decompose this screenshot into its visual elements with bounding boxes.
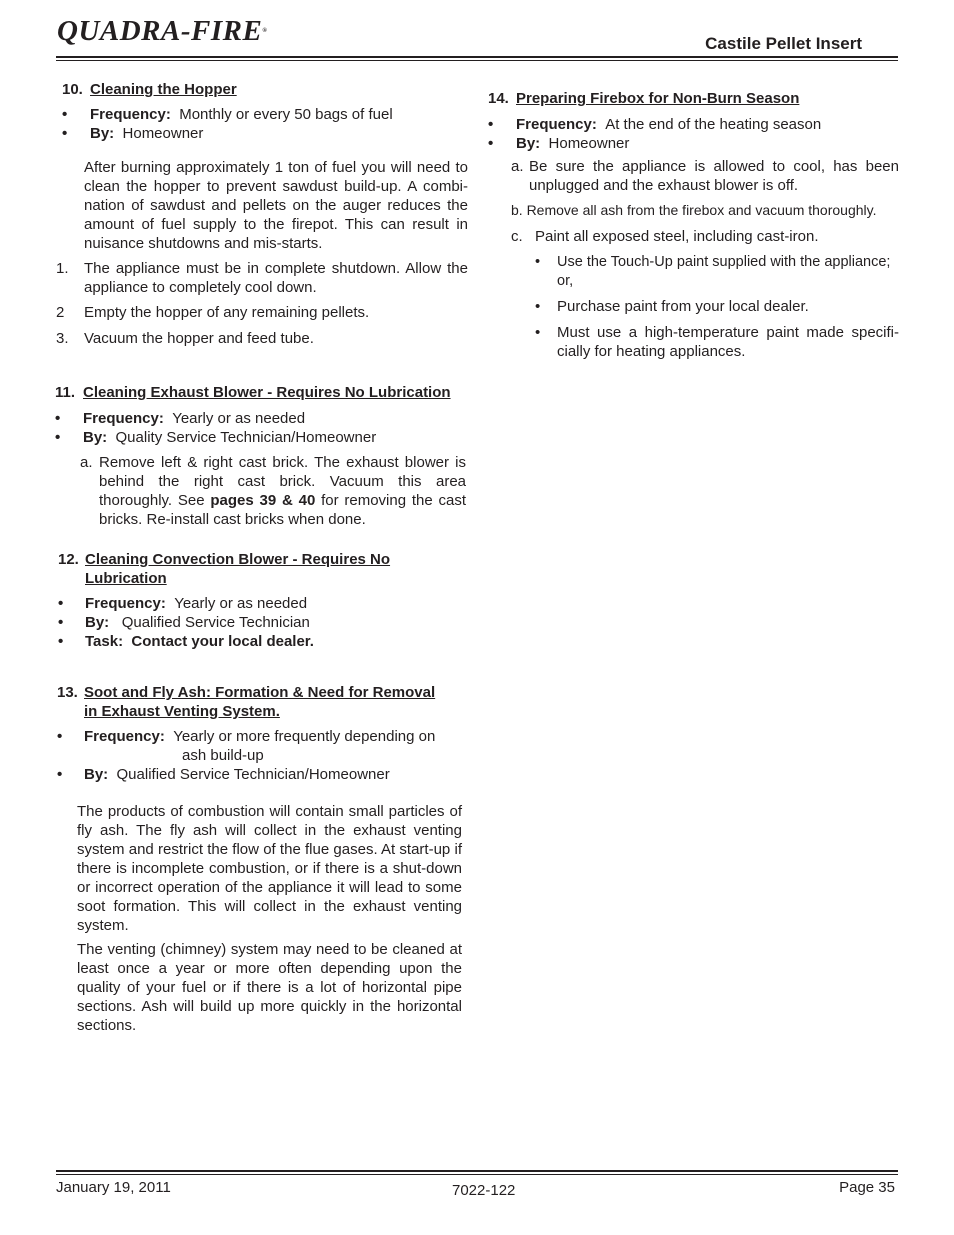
frequency-label: Frequency: [83, 410, 164, 427]
hopper-intro-paragraph: After burning approximately 1 ton of fuel you will need to clean the hopper to prevent sawdust build-up. A combi-nation of sawdust and pellets on the auger reduces the amount of fuel supply to the firepot. This can result in nuisance shutdowns and mis-starts. [84, 159, 468, 252]
by-label: By: [516, 135, 541, 152]
frequency-label: Frequency: [90, 106, 171, 123]
frequency-value: Yearly or as needed [172, 410, 306, 427]
page-reference: pages 39 & 40 [210, 492, 316, 509]
logo-text: QUADRA-FIRE [57, 15, 263, 47]
by-bullet: • By: Homeowner [62, 125, 204, 142]
section-title-line1: Soot and Fly Ash: Formation & Need for Removal [84, 684, 436, 701]
hopper-step-2 [56, 303, 468, 322]
step-number: 1. [56, 260, 69, 277]
section-number: 11. [55, 384, 76, 401]
by-label: By: [90, 125, 115, 142]
section-11-heading [55, 383, 475, 402]
section-number: 10. [62, 81, 83, 98]
footer-rule [56, 1170, 898, 1172]
frequency-value: Yearly or more frequently depending on [173, 728, 436, 745]
by-label: By: [84, 766, 109, 783]
by-label: By: [85, 614, 110, 631]
quadra-fire-logo [57, 15, 268, 47]
paint-option-3: • Must use a high-temperature paint made specifi-cially for heating appliances. [535, 324, 899, 360]
section-title: Cleaning Exhaust Blower - Requires No Lubrication [83, 384, 451, 401]
frequency-value-continued: ash build-up [182, 747, 264, 764]
section-number: 13. [57, 684, 78, 701]
step-text: Vacuum the hopper and feed tube. [84, 330, 314, 347]
task-bullet: • Task: Contact your local dealer. [58, 633, 314, 650]
section-14-heading [488, 89, 888, 108]
footer-doc-number: 7022-122 [452, 1182, 516, 1199]
section-number: 12. [58, 551, 79, 568]
by-bullet: • By: Quality Service Technician/Homeowner [55, 429, 377, 446]
by-value: Quality Service Technician/Homeowner [115, 429, 377, 446]
by-value: Qualified Service Technician/Homeowner [116, 766, 390, 783]
paint-option-2: • Purchase paint from your local dealer. [535, 298, 809, 315]
paint-option-text: Must use a high-temperature paint made specifi-cially for heating appliances. [557, 324, 899, 360]
section-10-heading [62, 80, 462, 99]
section-title: Preparing Firebox for Non-Burn Season [516, 90, 800, 107]
step-letter: c. [511, 228, 523, 245]
frequency-label: Frequency: [516, 116, 597, 133]
by-bullet: • By: Homeowner [488, 135, 630, 152]
step-text: Paint all exposed steel, including cast-iron. [535, 228, 819, 245]
frequency-bullet: • Frequency: Yearly or more frequently depending on [57, 728, 436, 745]
fly-ash-paragraph: The products of combustion will contain small particles of fly ash. The fly ash will collect in the exhaust venting system and restrict the flow of the flue gases. At start-up if there is incomplete combustion, or if there is a shut-down or incorrect operation of the appliance it will lead to some soot formation. This will collect in the exhaust venting system. [77, 803, 462, 934]
section-13-heading [57, 683, 467, 721]
firebox-step-c [511, 227, 899, 246]
step-number: 2 [56, 304, 65, 321]
firebox-step-a [511, 157, 899, 195]
by-label: By: [83, 429, 108, 446]
exhaust-blower-step-a [80, 453, 466, 529]
firebox-step-b: b. Remove all ash from the firebox and vacuum thoroughly. [511, 202, 877, 218]
step-text-cont: for removing the cast bricks. Re-install cast bricks when done. [99, 492, 467, 528]
section-title-line2: Lubrication [85, 570, 167, 587]
paint-option-1: • Use the Touch-Up paint supplied with the appliance; or, [535, 254, 891, 289]
by-value: Homeowner [122, 125, 204, 142]
by-bullet: • By: Qualified Service Technician [58, 614, 310, 631]
section-title: Cleaning the Hopper [90, 81, 237, 98]
step-letter: a. [511, 158, 524, 175]
section-title-line1: Cleaning Convection Blower - Requires No [85, 551, 391, 568]
header-rule [56, 56, 898, 58]
section-12-heading [58, 550, 458, 588]
frequency-bullet: • Frequency: Monthly or every 50 bags of fuel [62, 106, 393, 123]
paint-option-text: Use the Touch-Up paint supplied with the appliance; or, [557, 254, 891, 289]
venting-paragraph: The venting (chimney) system may need to be cleaned at least once a year or more often depending upon the quality of your fuel or if there is a lot of horizontal pipe sections. Ash will build up more quickly in the horizontal sections. [77, 941, 462, 1034]
frequency-value: Yearly or as needed [174, 595, 308, 612]
task-value: Contact your local dealer. [131, 633, 314, 650]
footer-page-number: Page 35 [839, 1179, 895, 1196]
frequency-label: Frequency: [85, 595, 166, 612]
document-title: Castile Pellet Insert [705, 34, 862, 53]
step-number: 3. [56, 330, 69, 347]
by-bullet: • By: Qualified Service Technician/Homeowner [57, 766, 390, 783]
step-text: Be sure the appliance is allowed to cool, has been unplugged and the exhaust blower is off. [529, 158, 899, 194]
task-label: Task: [85, 633, 124, 650]
logo-trademark: ® [262, 28, 268, 34]
paint-option-text: Purchase paint from your local dealer. [557, 298, 809, 315]
frequency-label: Frequency: [84, 728, 165, 745]
frequency-value: Monthly or every 50 bags of fuel [179, 106, 393, 123]
section-title-line2: in Exhaust Venting System. [84, 703, 280, 720]
hopper-step-1 [56, 259, 468, 297]
header-rule-thin [56, 60, 898, 61]
step-text: The appliance must be in complete shutdown. Allow the appliance to completely cool down. [84, 260, 468, 296]
footer-rule-thin [56, 1174, 898, 1175]
by-value: Qualified Service Technician [121, 614, 310, 631]
frequency-bullet: • Frequency: At the end of the heating season [488, 116, 822, 133]
frequency-value: At the end of the heating season [605, 116, 822, 133]
footer-date: January 19, 2011 [56, 1179, 171, 1196]
hopper-step-3 [56, 329, 468, 348]
step-letter: a. [80, 454, 93, 471]
frequency-bullet: • Frequency: Yearly or as needed [55, 410, 306, 427]
step-text: Remove left & right cast brick. The exhaust blower is behind the right cast brick. Vacuum this area thoroughly. See [99, 454, 466, 509]
frequency-bullet: • Frequency: Yearly or as needed [58, 595, 308, 612]
section-number: 14. [488, 90, 509, 107]
by-value: Homeowner [548, 135, 630, 152]
step-text: Empty the hopper of any remaining pellets. [84, 304, 370, 321]
